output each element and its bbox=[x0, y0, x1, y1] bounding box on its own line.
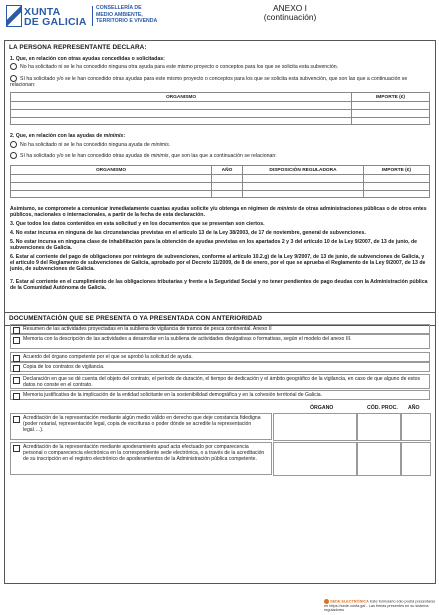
declaration-item-4: 4. No estar incursa en ninguna de las circunstancias previstas en el artículo 13 de la Ley 38/2003, de 17 de noviembre, general de subvenciones. bbox=[10, 230, 366, 236]
table-cell[interactable] bbox=[11, 182, 212, 190]
department-name: CONSELLERÍA DE MEDIO AMBIENTE, TERRITORIO E VIVENDA bbox=[96, 5, 158, 25]
doc-item-3[interactable]: Acuerdo del órgano competente por el que se aprobó la solicitud de ayuda. bbox=[10, 352, 430, 362]
q1-option-no[interactable]: No ha solicitado ni se le ha concedido ninguna otra ayuda para este mismo proyecto o conceptos para los que se solicita esta subvención. bbox=[10, 63, 430, 70]
table-cell[interactable] bbox=[11, 109, 352, 117]
table-cell[interactable] bbox=[364, 190, 430, 198]
footer-notice bbox=[324, 599, 436, 613]
ano-field-7[interactable] bbox=[401, 413, 431, 441]
table-cell[interactable] bbox=[243, 182, 364, 190]
organo-field-8[interactable] bbox=[273, 442, 357, 476]
cod-proc-field-8[interactable] bbox=[357, 442, 401, 476]
declaration-item-6: 6. Estar al corriente del pago de obligaciones por reintegro de subvenciones, conforme al artículo 10.2.g) de la Ley 9/2007, de 13 de junio, de subvenciones de Galicia, y el artículo 9 del Reglamento de subvenciones de Galicia, aprobado por el Decreto 11/2009, de 8 de enero, por el que se aprueba el Reglamento de la Ley 9/2007, de 13 de junio, de subvenciones de Galicia. bbox=[10, 254, 426, 273]
question-2: 2. Que, en relación con las ayudas de minimis: bbox=[10, 133, 126, 139]
table-cell[interactable] bbox=[11, 175, 212, 183]
col-ano: AÑO bbox=[212, 166, 243, 175]
table-cell[interactable] bbox=[364, 182, 430, 190]
cod-proc-field-7[interactable] bbox=[357, 413, 401, 441]
doc-checkbox[interactable] bbox=[13, 393, 20, 400]
commitment-paragraph: Asimismo, se compromete a comunicar inmediatamente cuantas ayudas solicite y/u obtenga en régimen de minimis de otras administraciones públicas o de otros entes públicos, nacionales o internacionales, a partir de la fecha de esta declaración. bbox=[10, 206, 427, 219]
other-aids-table bbox=[10, 92, 430, 125]
doc-checkbox[interactable] bbox=[13, 377, 20, 384]
header-divider bbox=[92, 6, 93, 26]
col-disposicion: DISPOSICIÓN REGULADORA bbox=[243, 166, 364, 175]
col-organismo: ORGANISMO bbox=[11, 166, 212, 175]
col-importe: IMPORTE (€) bbox=[364, 166, 430, 175]
footer-brand: SEDE ELECTRÓNICA bbox=[330, 599, 369, 604]
table-cell[interactable] bbox=[212, 190, 243, 198]
doc-item-1[interactable]: Resumen de las actividades proyectadas en la subliena de vigilancia de tramos de pesca continental. Anexo II bbox=[10, 324, 430, 334]
documentation-section-title: DOCUMENTACIÓN QUE SE PRESENTA O YA PRESENTADA CON ANTERIORIDAD bbox=[9, 315, 263, 322]
declaration-item-3: 3. Que todos los datos contenidos en esta solicitud y en los documentos que se presentan son ciertos. bbox=[10, 221, 265, 227]
doc-item-2[interactable]: Memoria con la descripción de las actividades a desarrollar en la subliena de actividades divulgativas o formativas, según el modelo del anexo III. bbox=[10, 334, 430, 349]
col-header-organo: ÓRGANO bbox=[310, 405, 334, 411]
q2-option-yes[interactable]: Sí ha solicitado y/o se le han concedido otras ayudas de minimis, que son las que a continuación se relacionan: bbox=[10, 152, 430, 159]
q2-option-no[interactable]: No ha solicitado ni se le ha concedido ninguna ayuda de minimis. bbox=[10, 141, 430, 148]
table-cell[interactable] bbox=[11, 190, 212, 198]
annex-subtitle: (continuación) bbox=[263, 12, 317, 22]
q1-no-radio[interactable] bbox=[10, 63, 17, 70]
doc-checkbox[interactable] bbox=[13, 416, 20, 423]
col-organismo: ORGANISMO bbox=[11, 93, 352, 102]
table-cell[interactable] bbox=[352, 102, 430, 110]
ano-field-8[interactable] bbox=[401, 442, 431, 476]
table-cell[interactable] bbox=[243, 190, 364, 198]
doc-checkbox[interactable] bbox=[13, 445, 20, 452]
q1-yes-radio[interactable] bbox=[10, 75, 17, 82]
col-header-cod-proc: CÓD. PROC. bbox=[367, 405, 398, 411]
galicia-flag-icon bbox=[6, 5, 22, 27]
table-cell[interactable] bbox=[11, 117, 352, 125]
table-cell[interactable] bbox=[352, 109, 430, 117]
question-1: 1. Que, en relación con otras ayudas concedidas o solicitadas: bbox=[10, 56, 165, 62]
table-cell[interactable] bbox=[243, 175, 364, 183]
doc-item-5[interactable]: Declaración en que se dé cuenta del objeto del contrato, el período de duración, el tiempo de dedicación y el ámbito geográfico de la vigilancia, en caso de que alguno de estos datos no conste en el contrato. bbox=[10, 374, 430, 389]
xunta-logo bbox=[6, 4, 92, 28]
logo-text-line1: XUNTA bbox=[24, 6, 61, 18]
declaration-item-5: 5. No estar incursa en ninguna clase de inhabilitación para la obtención de ayudas previstas en los apartados 2 y 3 del artículo 10 de la Ley 9/2007, de 13 de junio, de subvenciones de Galicia. bbox=[10, 239, 418, 252]
table-cell[interactable] bbox=[212, 175, 243, 183]
table-cell[interactable] bbox=[364, 175, 430, 183]
table-cell[interactable] bbox=[352, 117, 430, 125]
doc-item-7[interactable]: Acreditación de la representación mediante algún medio válido en derecho que deje constancia fidedigna (poder notarial, representación legal, copia de escrituras o poder dónde se acredite la representación legal….). bbox=[10, 413, 272, 440]
table-cell[interactable] bbox=[11, 102, 352, 110]
col-header-ano: AÑO bbox=[408, 405, 420, 411]
annex-heading bbox=[250, 4, 330, 22]
logo-text-line2: DE GALICIA bbox=[24, 16, 87, 28]
footer-text: Este formulario sólo podrá presentarse en https://sede.xunta.gal - Las firmas presentes en su sistema reguladores bbox=[324, 599, 436, 613]
col-importe: IMPORTE (€) bbox=[352, 93, 430, 102]
doc-checkbox[interactable] bbox=[13, 355, 20, 362]
doc-checkbox[interactable] bbox=[13, 365, 20, 372]
annex-title: ANEXO I bbox=[273, 3, 307, 13]
q2-no-radio[interactable] bbox=[10, 141, 17, 148]
declaration-item-7: 7. Estar al corriente en el cumplimiento de las obligaciones tributarias y frente a la Seguridad Social y no tener pendientes de pago deudas con la Administración pública de la Comunidad Autónoma de Galicia. bbox=[10, 279, 428, 292]
doc-item-4[interactable]: Copia de los contratos de vigilancia. bbox=[10, 362, 430, 372]
doc-checkbox[interactable] bbox=[13, 337, 20, 344]
q2-yes-radio[interactable] bbox=[10, 152, 17, 159]
doc-item-8[interactable]: Acreditación de la representación mediante apoderamiento apud acta efectuado por comparecencia personal o comparecencia electrónica en la correspondiente sede electrónica, o a través de la acreditación de su inscripción en el registro electrónico de apoderamientos de la Administración pública competente. bbox=[10, 442, 272, 475]
table-cell[interactable] bbox=[212, 182, 243, 190]
doc-checkbox[interactable] bbox=[13, 327, 20, 334]
organo-field-7[interactable] bbox=[273, 413, 357, 441]
representative-section-title: LA PERSONA REPRESENTANTE DECLARA: bbox=[9, 44, 147, 51]
doc-item-6[interactable]: Memoria justificativa de la implicación de la entidad solicitante en la sostenibilidad demográfica y en la cohesión territorial de Galicia. bbox=[10, 390, 430, 400]
q1-option-yes[interactable]: Sí ha solicitado y/o se le han concedido otras ayudas para este mismo proyecto o conceptos para los que se solicita esta subvención, que son las que a continuación se relacionan: bbox=[10, 75, 408, 89]
minimis-aids-table bbox=[10, 165, 430, 198]
